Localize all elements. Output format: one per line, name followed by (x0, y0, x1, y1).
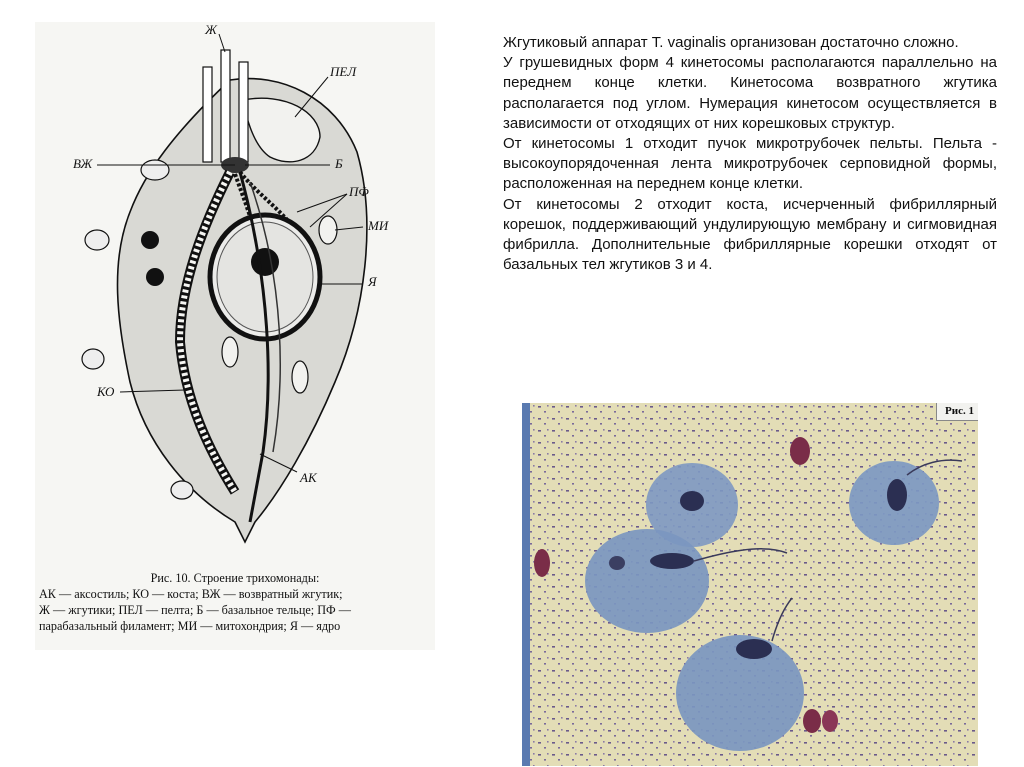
cell-nucleus (887, 479, 907, 511)
micrograph-left-edge (522, 403, 530, 766)
flagellum-2 (221, 50, 230, 162)
mitochondrion-3 (222, 337, 238, 367)
purple-body (803, 709, 821, 733)
granule-1 (141, 231, 159, 249)
cell-nucleus (736, 639, 772, 659)
vesicle-left-2 (82, 349, 104, 369)
micrograph (522, 403, 978, 766)
flagellum-3 (239, 62, 248, 162)
caption-line: Ж — жгутики; ПЕЛ — пелта; Б — базальное тельце; ПФ — (39, 603, 351, 617)
micrograph-image (522, 403, 978, 766)
paragraph: У грушевидных форм 4 кинетосомы располагаются параллельно на переднем конце клетки. Кинетосома возвратного жгутика располагается под углом. Нумерация кинетосом осуществляется в зависимости от отходящих от них корешковых структур. (503, 54, 997, 132)
label-ak: АК (300, 470, 317, 485)
paragraph: Жгутиковый аппарат T. vaginalis организован достаточно сложно. (503, 34, 959, 51)
purple-body (790, 437, 810, 465)
label-mi: МИ (368, 218, 389, 233)
label-pf: ПФ (349, 184, 369, 199)
caption-line: парабазальный филамент; МИ — митохондрия; Я — ядро (39, 619, 341, 633)
vesicle-left-1 (85, 230, 109, 250)
label-ya: Я (368, 274, 377, 289)
photo-label: Рис. 1 (936, 403, 978, 421)
purple-body (534, 549, 550, 577)
trichomonad-drawing (35, 22, 435, 562)
mitochondrion-1 (319, 216, 337, 244)
caption-body (39, 586, 431, 634)
granule-2 (146, 268, 164, 286)
caption-line: АК — аксостиль; КО — коста; ВЖ — возвратный жгутик; (39, 587, 343, 601)
label-zh: Ж (205, 22, 217, 37)
purple-body (822, 710, 838, 732)
vesicle-left-3 (171, 481, 193, 499)
figure-caption (39, 570, 431, 634)
caption-title: Рис. 10. Строение трихомонады: (150, 571, 320, 585)
label-pel: ПЕЛ (330, 64, 357, 79)
paragraph: От кинетосомы 2 отходит коста, исчерченный фибриллярный корешок, поддерживающий ундулирующую мембрану и сигмовидная фибрилла. Дополнительные фибриллярные корешки отходят от базальных тел жгутиков 3 и 4. (503, 195, 997, 274)
leader-zh (219, 34, 225, 52)
recurrent-flagellum-vesicle (141, 160, 169, 180)
cell-nucleus (650, 553, 694, 569)
paragraph: От кинетосомы 1 отходит пучок микротрубочек пельты. Пельта - высокоупорядоченная лента микротрубочек серповидной формы, расположенная на переднем конце клетки. (503, 135, 997, 193)
nucleolus (251, 248, 279, 276)
label-vzh: ВЖ (73, 156, 93, 171)
label-b: Б (335, 156, 343, 171)
description-text (503, 33, 997, 275)
cell-nucleus (609, 556, 625, 570)
cell-middle-left (585, 529, 709, 633)
flagellum-1 (203, 67, 212, 162)
cell-nucleus (680, 491, 704, 511)
trichomonad-diagram (35, 22, 435, 650)
mitochondrion-2 (292, 361, 308, 393)
label-ko: КО (97, 384, 115, 399)
